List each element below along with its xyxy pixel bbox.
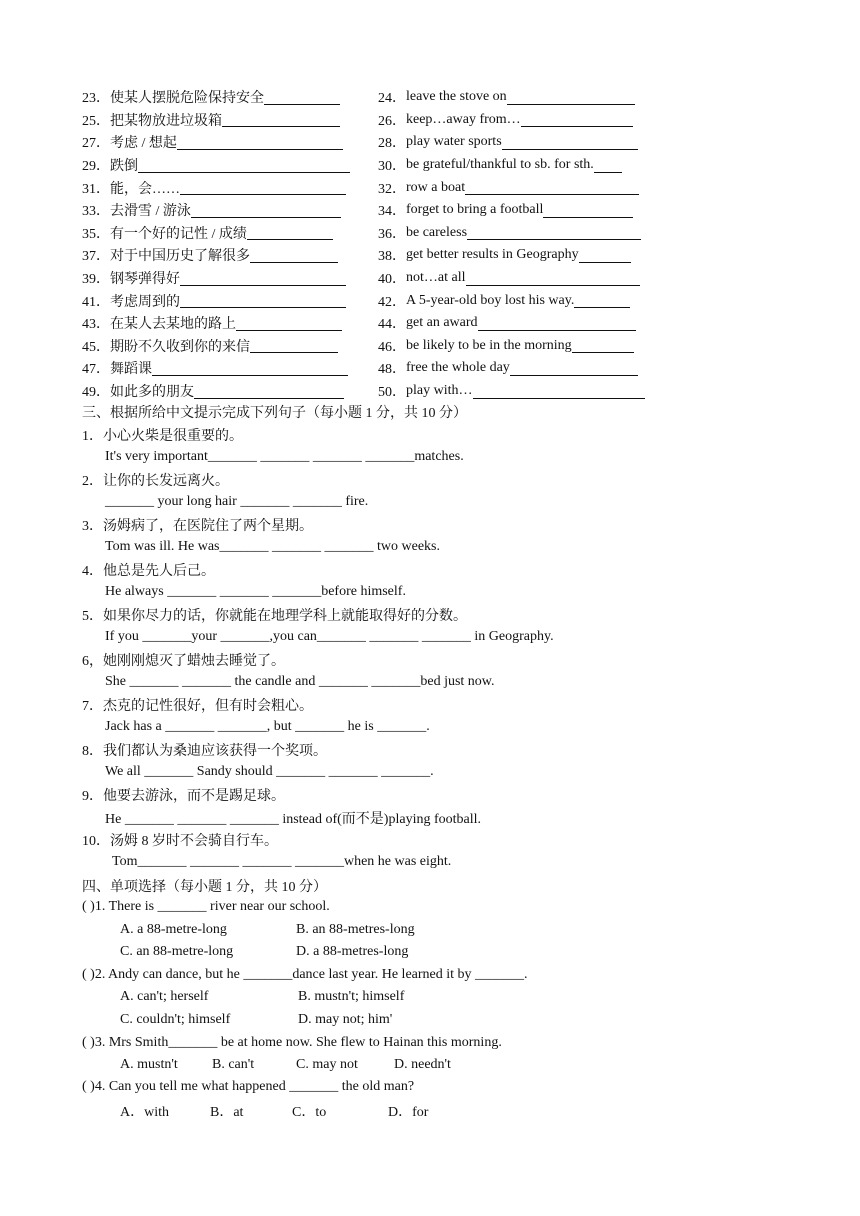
answer-blank[interactable] [543,203,633,218]
vocab-english-item [378,87,682,107]
item-text: 考虑周到的 [110,294,180,310]
item-text: keep…away from… [406,111,521,127]
vocab-english-item [378,178,682,198]
s3-q8-chinese: 8．我们都认为桑迪应该获得一个奖项。 [82,744,327,759]
vocab-row [82,335,682,358]
section4-title: 四、单项选择（每小题 1 分，共 10 分） [82,880,327,895]
vocab-english-item [378,358,682,378]
vocab-english-item [378,155,682,175]
vocab-english-item [378,245,682,265]
item-text: 考虑 / 想起 [110,136,177,152]
answer-blank[interactable] [502,135,638,150]
s4-q2-option-a: A. can't; herself [120,989,209,1004]
answer-blank[interactable] [250,338,338,353]
item-number: 39． [82,272,110,288]
item-text: 舞蹈课 [110,362,152,378]
answer-blank[interactable] [572,338,634,353]
answer-blank[interactable] [466,271,640,286]
vocab-english-item [378,200,682,220]
vocab-row [82,267,682,290]
answer-blank[interactable] [177,135,343,150]
item-number: 24． [378,91,406,107]
s3-q6-sentence: She _______ _______ the candle and _______ _______bed just now. [105,674,495,689]
s3-q5-chinese: 5．如果你尽力的话，你就能在地理学科上就能取得好的分数。 [82,609,467,624]
item-number: 23． [82,91,110,107]
item-text: be likely to be in the morning [406,337,572,353]
answer-blank[interactable] [510,361,638,376]
item-number: 47． [82,362,110,378]
item-number: 35． [82,226,110,242]
answer-blank[interactable] [138,158,350,173]
item-number: 33． [82,204,110,220]
s4-q3-option-d: D. needn't [394,1057,451,1072]
s3-q6-chinese: 6，她刚刚熄灭了蜡烛去睡觉了。 [82,654,285,669]
section3-title: 三、根据所给中文提示完成下列句子（每小题 1 分，共 10 分） [82,406,467,421]
item-text: 对于中国历史了解很多 [110,249,250,265]
s3-q1-chinese: 1．小心火柴是很重要的。 [82,429,243,444]
item-text: 跌倒 [110,159,138,175]
answer-blank[interactable] [222,112,340,127]
vocab-list [82,86,682,402]
item-number: 40． [378,272,406,288]
vocab-row [82,357,682,380]
item-text: free the whole day [406,360,510,376]
s4-q4-option-c: C．to [292,1105,327,1120]
item-text: 如此多的朋友 [110,385,194,401]
s4-q2-option-d: D. may not; him' [298,1012,393,1027]
item-text: not…at all [406,270,466,286]
item-text: play water sports [406,134,502,150]
vocab-chinese-item [82,200,378,220]
vocab-chinese-item [82,381,378,401]
answer-blank[interactable] [180,293,346,308]
item-number: 41． [82,294,110,310]
s3-q3-chinese: 3．汤姆病了，在医院住了两个星期。 [82,519,313,534]
s3-q2-sentence: _______ your long hair _______ _______ fire. [105,494,369,509]
vocab-chinese-item [82,132,378,152]
s4-q4-option-d: D．for [388,1105,429,1120]
item-text: play with… [406,383,473,399]
answer-blank[interactable] [465,180,639,195]
item-number: 36． [378,226,406,242]
item-number: 26． [378,113,406,129]
answer-blank[interactable] [236,316,342,331]
s4-q3-option-a: A. mustn't [120,1057,178,1072]
s4-q2-option-b: B. mustn't; himself [298,989,405,1004]
vocab-row [82,154,682,177]
item-text: A 5-year-old boy lost his way. [406,292,575,308]
vocab-english-item [378,132,682,152]
item-text: leave the stove on [406,89,507,105]
item-number: 27． [82,136,110,152]
answer-blank[interactable] [521,112,633,127]
s4-q1-stem: ( )1. There is _______ river near our school. [82,899,330,914]
answer-blank[interactable] [579,248,631,263]
vocab-row [82,244,682,267]
item-text: 能，会…… [110,181,180,197]
item-number: 42． [378,294,406,310]
item-number: 49． [82,385,110,401]
item-text: row a boat [406,179,466,195]
s4-q3-stem: ( )3. Mrs Smith_______ be at home now. She flew to Hainan this morning. [82,1035,502,1050]
vocab-row [82,312,682,335]
vocab-english-item [378,223,682,243]
item-number: 25． [82,113,110,129]
s3-q10-chinese: 10．汤姆 8 岁时不会骑自行车。 [82,834,278,849]
item-number: 48． [378,362,406,378]
item-text: 期盼不久收到你的来信 [110,339,250,355]
item-number: 30． [378,159,406,175]
s4-q2-option-c: C. couldn't; himself [120,1012,231,1027]
answer-blank[interactable] [473,384,645,399]
vocab-chinese-item [82,268,378,288]
item-number: 32． [378,181,406,197]
item-number: 44． [378,317,406,333]
answer-blank[interactable] [194,384,344,399]
vocab-chinese-item [82,178,378,198]
item-text: be careless [406,224,468,240]
item-number: 46． [378,339,406,355]
vocab-english-item [378,336,682,356]
s3-q9-sentence: He _______ _______ _______ instead of(而不是)playing football. [105,812,482,827]
vocab-row [82,176,682,199]
vocab-row [82,131,682,154]
s4-q4-option-b: B．at [210,1105,244,1120]
item-number: 43． [82,317,110,333]
vocab-row [82,289,682,312]
vocab-row [82,199,682,222]
s4-q1-option-c: C. an 88-metre-long [120,944,234,959]
item-text: get an award [406,315,478,331]
s4-q1-option-a: A. a 88-metre-long [120,922,227,937]
vocab-chinese-item [82,358,378,378]
item-number: 31． [82,181,110,197]
s3-q4-sentence: He always _______ _______ _______before himself. [105,584,406,599]
answer-blank[interactable] [478,316,636,331]
answer-blank[interactable] [180,271,346,286]
answer-blank[interactable] [247,225,333,240]
item-number: 34． [378,204,406,220]
vocab-chinese-item [82,313,378,333]
vocab-english-item [378,110,682,130]
item-text: forget to bring a football [406,202,544,218]
vocab-english-item [378,268,682,288]
answer-blank[interactable] [467,225,641,240]
s3-q8-sentence: We all _______ Sandy should _______ _______ _______. [105,764,434,779]
answer-blank[interactable] [594,158,622,173]
answer-blank[interactable] [191,203,341,218]
s3-q9-chinese: 9．他要去游泳，而不是踢足球。 [82,789,285,804]
item-number: 50． [378,385,406,401]
answer-blank[interactable] [507,90,635,105]
vocab-row [82,109,682,132]
s4-q1-option-d: D. a 88-metres-long [296,944,409,959]
s3-q1-sentence: It's very important_______ _______ _______ _______matches. [105,449,464,464]
s3-q7-sentence: Jack has a _______ _______, but _______ he is _______. [105,719,430,734]
s3-q3-sentence: Tom was ill. He was_______ _______ _______ two weeks. [105,539,440,554]
item-number: 45． [82,339,110,355]
s4-q4-option-a: A．with [120,1105,169,1120]
item-number: 37． [82,249,110,265]
s4-q4-stem: ( )4. Can you tell me what happened _______ the old man? [82,1079,415,1094]
vocab-chinese-item [82,87,378,107]
item-text: get better results in Geography [406,247,579,263]
s4-q2-stem: ( )2. Andy can dance, but he _______dance last year. He learned it by _______. [82,967,528,982]
item-text: 把某物放进垃圾箱 [110,113,222,129]
s4-q3-option-c: C. may not [296,1057,358,1072]
item-number: 38． [378,249,406,265]
vocab-chinese-item [82,155,378,175]
vocab-english-item [378,291,682,311]
vocab-chinese-item [82,291,378,311]
answer-blank[interactable] [250,248,338,263]
item-number: 28． [378,136,406,152]
vocab-chinese-item [82,245,378,265]
s3-q10-sentence: Tom_______ _______ _______ _______when he was eight. [112,854,452,869]
s3-q7-chinese: 7．杰克的记性很好，但有时会粗心。 [82,699,313,714]
answer-blank[interactable] [152,361,348,376]
vocab-row [82,86,682,109]
s4-q3-option-b: B. can't [212,1057,255,1072]
vocab-chinese-item [82,336,378,356]
s3-q4-chinese: 4．他总是先人后己。 [82,564,215,579]
answer-blank[interactable] [574,293,630,308]
s3-q5-sentence: If you _______your _______,you can_______ _______ _______ in Geography. [105,629,554,644]
vocab-english-item [378,381,682,401]
answer-blank[interactable] [180,180,346,195]
item-text: 使某人摆脱危险保持安全 [110,91,264,107]
s4-q1-option-b: B. an 88-metres-long [296,922,415,937]
s3-q2-chinese: 2．让你的长发远离火。 [82,474,229,489]
item-text: be grateful/thankful to sb. for sth. [406,157,594,173]
item-text: 钢琴弹得好 [110,272,180,288]
item-text: 去滑雪 / 游泳 [110,204,191,220]
vocab-english-item [378,313,682,333]
vocab-row [82,222,682,245]
vocab-chinese-item [82,223,378,243]
vocab-chinese-item [82,110,378,130]
vocab-row [82,380,682,403]
answer-blank[interactable] [264,90,340,105]
item-number: 29． [82,159,110,175]
item-text: 有一个好的记性 / 成绩 [110,226,247,242]
item-text: 在某人去某地的路上 [110,317,236,333]
